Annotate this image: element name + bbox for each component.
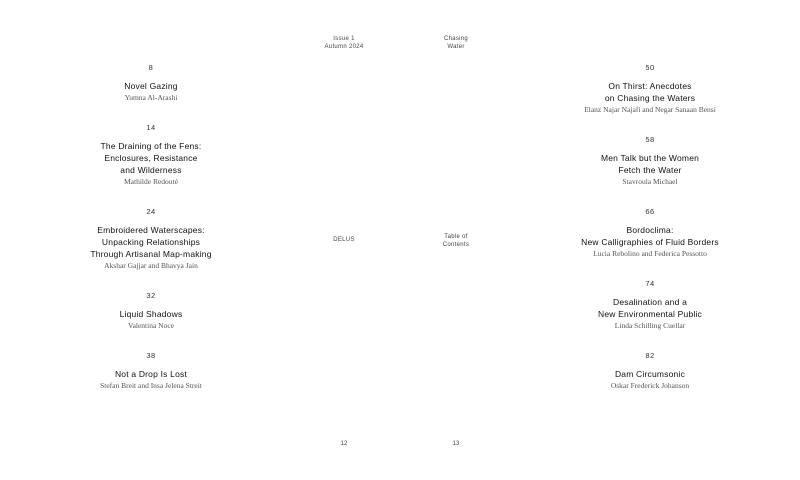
entry-page-number: 38 — [146, 351, 156, 360]
toc-entry[interactable] — [26, 207, 276, 272]
season-label: Autumn 2024 — [324, 43, 364, 50]
entry-page-number: 74 — [645, 279, 655, 288]
entry-page-number: 8 — [148, 63, 154, 72]
entry-title: Not a Drop Is Lost — [114, 369, 188, 379]
entry-page-number: 50 — [645, 63, 655, 72]
toc-entry[interactable] — [26, 351, 276, 392]
theme-line-1: Chasing — [443, 36, 469, 42]
entry-page-number: 58 — [645, 135, 655, 144]
entry-title: Bordoclima: New Calligraphies of Fluid Borders — [581, 225, 719, 247]
toc-entry[interactable] — [26, 123, 276, 188]
entry-title: Liquid Shadows — [119, 309, 183, 319]
entry-title: Novel Gazing — [124, 81, 178, 91]
entry-page-number: 82 — [645, 351, 655, 360]
entry-author: Oskar Frederick Johanson — [610, 381, 690, 390]
toc-line-2: Contents — [442, 241, 470, 248]
toc-entry[interactable] — [26, 291, 276, 332]
entry-title: Men Talk but the Women Fetch the Water — [600, 153, 700, 175]
issue-meta — [284, 36, 404, 51]
right-page-number: 13 — [452, 441, 460, 447]
entry-author: Linda Schilling Cuellar — [614, 321, 686, 330]
entry-author: Stavroula Michael — [622, 177, 678, 186]
entry-author: Valentina Noce — [127, 321, 175, 330]
entry-page-number: 32 — [146, 291, 156, 300]
entry-title: Dam Circumsonic — [614, 369, 686, 379]
publication-name: DELUS — [333, 237, 355, 243]
toc-entry[interactable] — [525, 351, 775, 392]
entry-page-number: 14 — [146, 123, 156, 132]
theme-meta — [396, 36, 516, 51]
entry-author: Yumna Al-Arashi — [124, 93, 178, 102]
entry-author: Mathilde Redouté — [124, 177, 178, 186]
left-page-number: 12 — [340, 441, 348, 447]
entry-page-number: 24 — [146, 207, 156, 216]
toc-meta — [396, 234, 516, 249]
toc-line-1: Table of — [444, 234, 468, 240]
entry-author: Stefan Breit and Insa Jelena Streit — [100, 381, 202, 390]
entry-title: Embroidered Waterscapes: Unpacking Relationships Through Artisanal Map-making — [90, 225, 212, 259]
theme-line-2: Water — [447, 43, 465, 50]
entry-page-number: 66 — [645, 207, 655, 216]
entry-author: Elanz Najar Najafi and Negar Sanaan Bensi — [584, 105, 716, 114]
toc-entry[interactable] — [525, 63, 775, 116]
entry-title: The Draining of the Fens: Enclosures, Resistance and Wilderness — [100, 141, 202, 175]
toc-entry[interactable] — [525, 279, 775, 332]
publication-meta — [284, 237, 404, 245]
toc-entry[interactable] — [26, 63, 276, 104]
toc-entry[interactable] — [525, 135, 775, 188]
entry-title: On Thirst: Anecdotes on Chasing the Waters — [604, 81, 696, 103]
toc-entry[interactable] — [525, 207, 775, 260]
entry-title: Desalination and a New Environmental Public — [597, 297, 702, 319]
issue-label: Issue 1 — [333, 36, 355, 42]
entry-author: Akshar Gajjar and Bhavya Jain — [104, 261, 198, 270]
entry-author: Lucia Rebolino and Federica Pessotto — [593, 249, 707, 258]
